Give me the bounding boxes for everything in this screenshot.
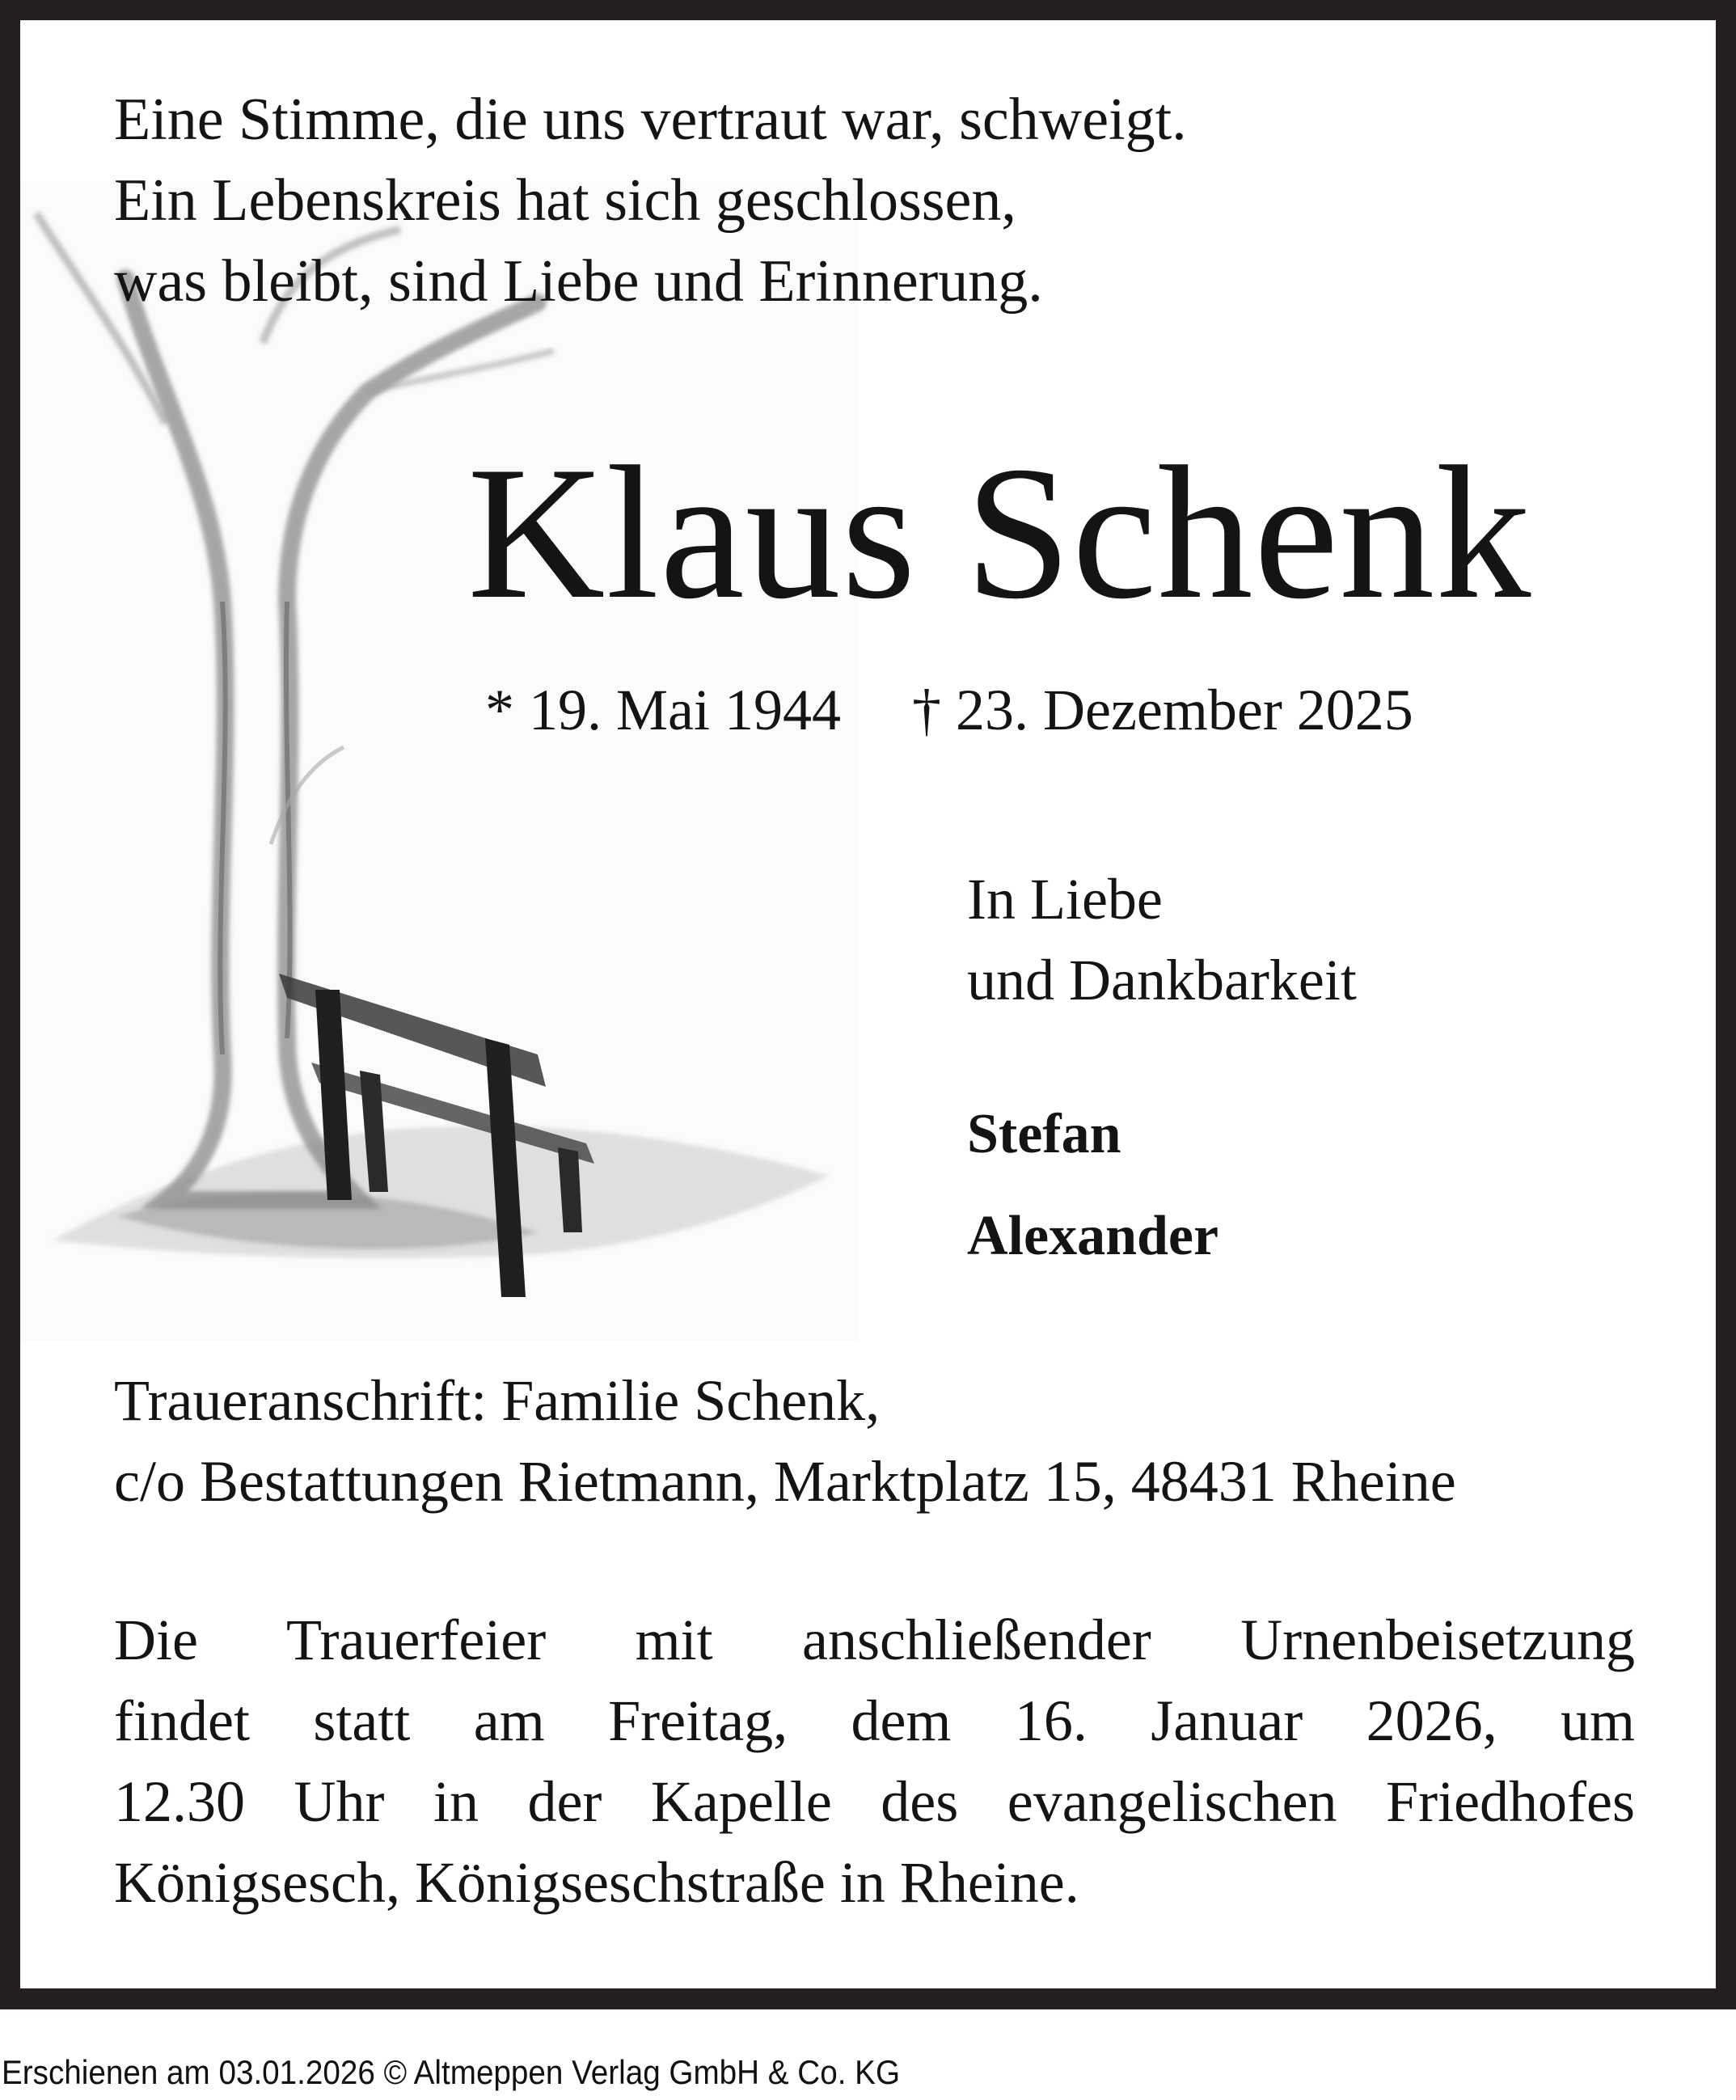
mourning-address (114, 1360, 1456, 1522)
ceremony-line: Die Trauerfeier mit anschließender Urnenbeisetzung (114, 1608, 1635, 1672)
address-line: Traueranschrift: Familie Schenk, (114, 1368, 881, 1433)
ceremony-line: Königsesch, Königseschstraße in Rheine. (114, 1850, 1079, 1915)
poem-line: was bleibt, sind Liebe und Erinnerung. (114, 248, 1043, 315)
birth-date: * 19. Mai 1944 (485, 678, 841, 742)
ceremony-line: findet statt am Freitag, dem 16. Januar 2026, um (114, 1688, 1635, 1753)
life-dates (485, 670, 1413, 750)
tree-and-bench-illustration (20, 181, 858, 1341)
ceremony-line: 12.30 Uhr in der Kapelle des evangelischen Friedhofes (114, 1769, 1635, 1834)
mourning-phrase (967, 859, 1357, 1020)
death-date: † 23. Dezember 2025 (911, 678, 1413, 742)
ceremony-notice (114, 1599, 1635, 1923)
signers (967, 1084, 1219, 1287)
tree-bench-sketch-icon (20, 181, 858, 1341)
poem-line: Eine Stimme, die uns vertraut war, schweigt. (114, 87, 1187, 153)
signer-name: Alexander (967, 1205, 1219, 1267)
mourning-line: und Dankbarkeit (967, 948, 1357, 1012)
deceased-name: Klaus Schenk (467, 428, 1532, 639)
address-line: c/o Bestattungen Rietmann, Marktplatz 15, 48431 Rheine (114, 1449, 1456, 1514)
poem-line: Ein Lebenskreis hat sich geschlossen, (114, 167, 1016, 234)
poem (114, 79, 1187, 322)
signer-name: Stefan (967, 1103, 1121, 1165)
publication-footer: Erschienen am 03.01.2026 © Altmeppen Verlag GmbH & Co. KG (2, 2053, 901, 2091)
mourning-line: In Liebe (967, 867, 1163, 932)
